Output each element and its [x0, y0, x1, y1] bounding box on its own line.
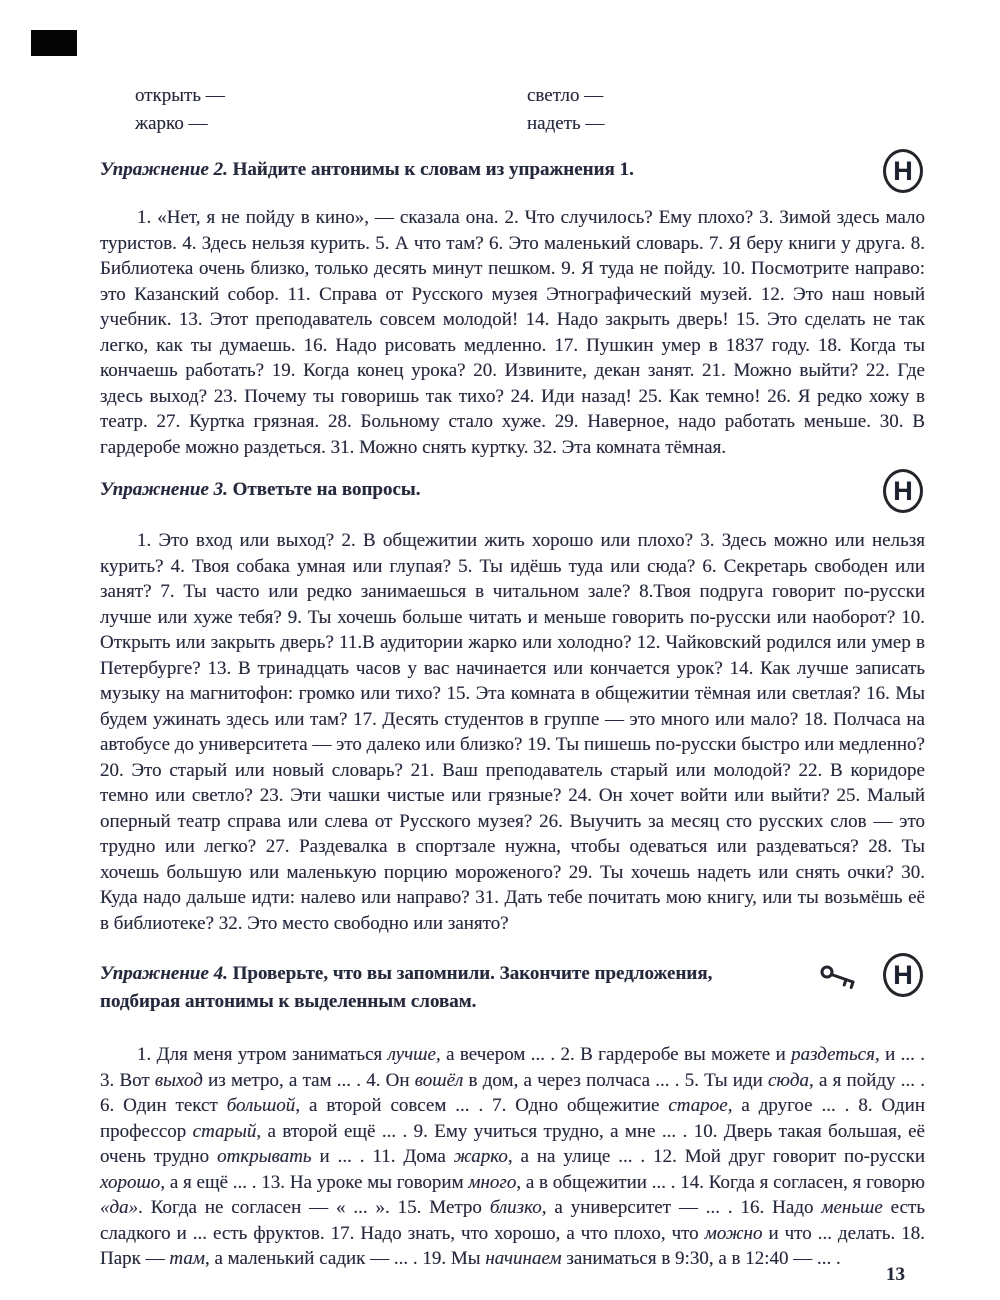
- exercise-label: Упражнение 3.: [100, 479, 228, 500]
- word-pair: жарко —: [135, 113, 208, 134]
- key-icon: [819, 964, 863, 994]
- exercise-instruction: Проверьте, что вы запомнили. Закончите предложения,: [232, 963, 713, 984]
- word-pair-list: [100, 82, 925, 138]
- exercise-instruction: Найдите антонимы к словам из упражнения 1.: [232, 159, 634, 180]
- exercise-label: Упражнение 4.: [100, 963, 228, 984]
- word-pair: открыть —: [135, 85, 225, 106]
- exercise-label: Упражнение 2.: [100, 159, 228, 180]
- exercise-instruction: Ответьте на вопросы.: [232, 479, 421, 500]
- word-pair-column-left: [100, 82, 492, 138]
- new-words-h-badge-icon: [883, 469, 923, 513]
- exercise-2-heading: [100, 156, 925, 184]
- badge-letter: H: [893, 960, 913, 990]
- exercise-3-heading: [100, 476, 925, 504]
- word-pair: светло —: [527, 85, 604, 106]
- exercise-2-body: 1. «Нет, я не пойду в кино», — сказала она. 2. Что случилось? Ему плохо? 3. Зимой здесь мало туристов. 4. Здесь нельзя курить. 5. А что там? 6. Это маленький словарь. 7. Я беру книги у друга. 8. Библиотека очень близко, только десять минут пешком. 9. Я туда не пойду. 10. Посмотрите направо: это Казанский собор. 11. Справа от Русского музея Этнографический музей. 12. Это наш новый учебник. 13. Этот преподаватель совсем молодой! 14. Надо закрыть дверь! 15. Это сделать не так легко, как ты думаешь. 16. Надо рисовать медленно. 17. Пушкин умер в 1837 году. 18. Когда ты кончаешь работать? 19. Когда конец урока? 20. Извините, декан занят. 21. Можно выйти? 22. Где здесь выход? 23. Почему ты говоришь так тихо? 24. Иди назад! 25. Как темно! 26. Я редко хожу в театр. 27. Куртка грязная. 28. Больному стало хуже. 29. Наверное, надо работать меньше. 30. В гардеробе можно раздеться. 31. Можно снять куртку. 32. Эта комната тёмная.: [100, 207, 925, 458]
- scan-artifact-bar: [31, 30, 77, 56]
- new-words-h-badge-icon: [883, 149, 923, 193]
- exercise-4-heading: [100, 960, 925, 1016]
- exercise-2: [100, 156, 925, 460]
- badge-letter: H: [893, 156, 913, 186]
- exercise-4-body: 1. Для меня утром заниматься лучше, а вечером ... . 2. В гардеробе вы можете и раздеться, и ... . 3. Вот выход из метро, а там ... . 4. Он вошёл в дом, а через полчаса ... . 5. Ты иди сюда, а я пойду ... . 6. Один текст большой, а второй совсем ... . 7. Одно общежитие старое, а другое ... . 8. Один профессор старый, а второй ещё ... . 9. Ему учиться трудно, а мне ... . 10. Дверь такая большая, её очень трудно открывать и ... . 11. Дома жарко, а на улице ... . 12. Мой друг говорит по-русски хорошо, а я ещё ... . 13. На уроке мы говорим много, а в общежитии ... . 14. Когда я согласен, я говорю «да». Когда не согласен — « ... ». 15. Метро близко, а университет — ... . 16. Надо меньше есть сладкого и ... есть фруктов. 17. Надо знать, что хорошо, а что плохо, что можно и что ... делать. 18. Парк — там, а маленький садик — ... . 19. Мы начинаем заниматься в 9:30, а в 12:40 — ... .: [100, 1044, 925, 1269]
- exercise-instruction-line2: подбирая антонимы к выделенным словам.: [100, 991, 477, 1012]
- exercise-3: [100, 476, 925, 936]
- badge-letter: H: [893, 476, 913, 506]
- exercise-4: [100, 960, 925, 1272]
- word-pair: надеть —: [527, 113, 605, 134]
- word-pair-column-right: [492, 82, 925, 138]
- exercise-3-body: 1. Это вход или выход? 2. В общежитии жить хорошо или плохо? 3. Здесь можно или нельзя курить? 4. Твоя собака умная или глупая? 5. Ты идёшь туда или сюда? 6. Секретарь свободен или занят? 7. Ты часто или редко занимаешься в читальном зале? 8.Твоя подруга говорит по-русски лучше или хуже тебя? 9. Ты хочешь больше читать и меньше говорить по-русски или наоборот? 10. Открыть или закрыть дверь? 11.В аудитории жарко или холодно? 12. Чайковский родился или умер в Петербурге? 13. В тринадцать часов у вас начинается или кончается урок? 14. Как лучше записать музыку на магнитофон: громко или тихо? 15. Эта комната в общежитии тёмная или светлая? 16. Мы будем ужинать здесь или там? 17. Десять студентов в группе — это много или мало? 18. Полчаса на автобусе до университета — это далеко или близко? 19. Ты пишешь по-русски быстро или медленно? 20. Это старый или новый словарь? 21. Ваш преподаватель старый или молодой? 22. В коридоре темно или светло? 23. Эти чашки чистые или грязные? 24. Он хочет войти или выйти? 25. Малый оперный театр справа или слева от Русского музея? 26. Выучить за месяц сто русских слов — это трудно или легко? 27. Раздевалка в спортзале нужна, чтобы одеваться или раздеваться? 28. Ты хочешь большую или маленькую порцию мороженого? 29. Ты хочешь надеть или снять очки? 30. Куда надо дальше идти: налево или направо? 31. Дать тебе почитать мою книгу, или ты возьмёшь её в библиотеке? 32. Это место свободно или занято?: [100, 530, 925, 934]
- page-number: 13: [886, 1264, 905, 1285]
- new-words-h-badge-icon: [883, 953, 923, 997]
